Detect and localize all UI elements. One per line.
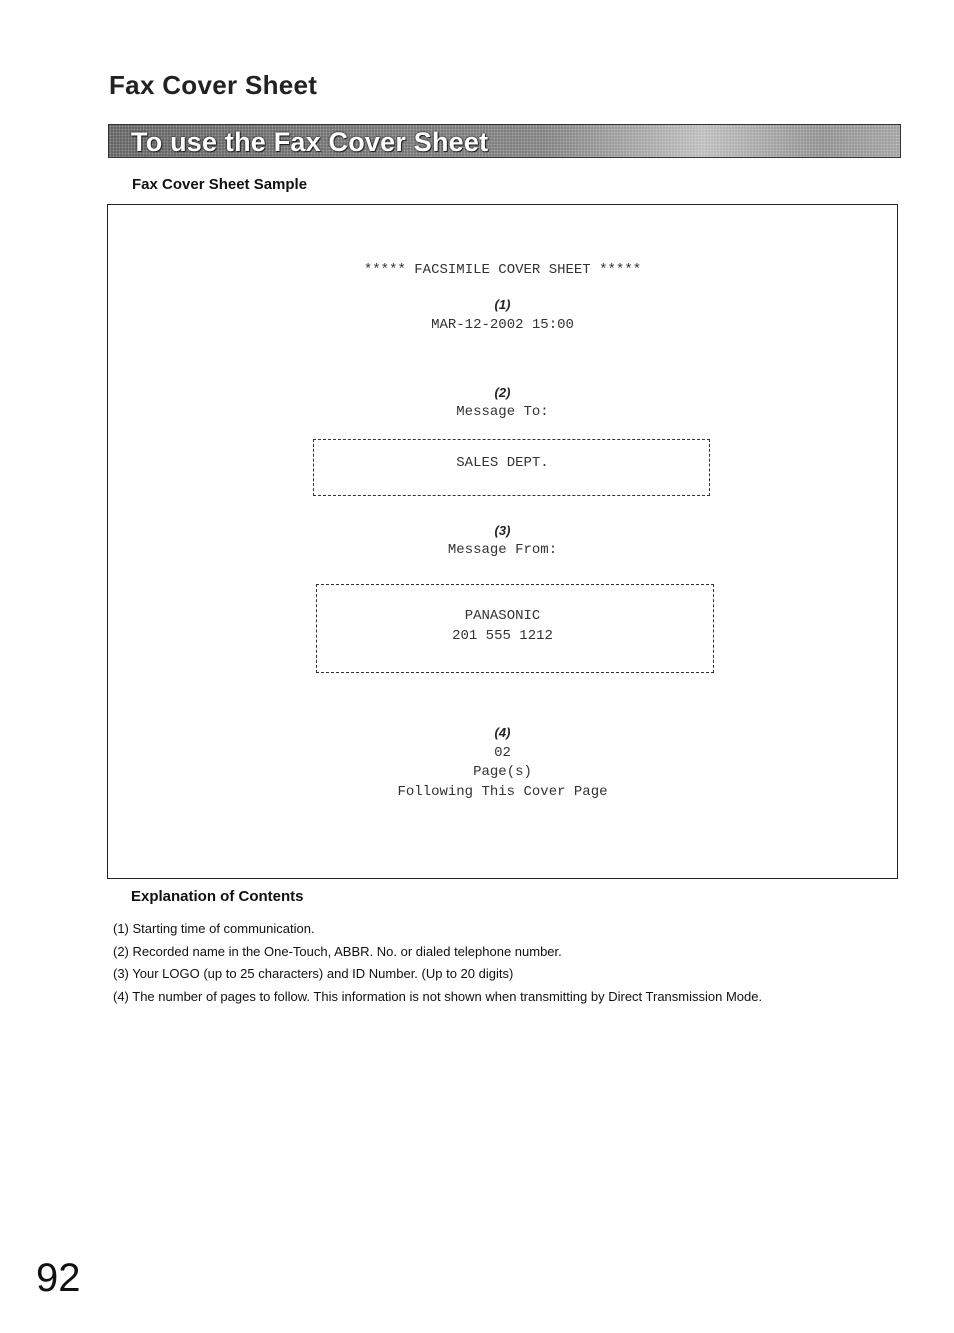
marker-4: (4) bbox=[494, 725, 511, 740]
explanation-item-4: (4) The number of pages to follow. This information is not shown when transmitting by Direct Transmission Mode. bbox=[113, 988, 763, 1004]
explanation-item-1: (1) Starting time of communication. bbox=[113, 921, 315, 936]
message-from-label: Message From: bbox=[447, 542, 558, 558]
explanation-item-3: (3) Your LOGO (up to 25 characters) and ID Number. (Up to 20 digits) bbox=[113, 966, 514, 981]
datetime-value: MAR-12-2002 15:00 bbox=[431, 317, 574, 333]
marker-3: (3) bbox=[494, 523, 511, 538]
sample-heading: Fax Cover Sheet Sample bbox=[132, 176, 308, 193]
message-from-number: 201 555 1212 bbox=[452, 628, 553, 644]
message-to-value: SALES DEPT. bbox=[456, 455, 549, 471]
fax-cover-sample-box bbox=[107, 204, 898, 879]
explanation-heading: Explanation of Contents bbox=[131, 888, 304, 905]
following-label: Following This Cover Page bbox=[397, 784, 608, 800]
message-from-name: PANASONIC bbox=[464, 608, 541, 624]
page-title: Fax Cover Sheet bbox=[109, 70, 318, 100]
pages-label: Page(s) bbox=[473, 764, 532, 780]
section-banner-title: To use the Fax Cover Sheet bbox=[131, 127, 489, 157]
marker-2: (2) bbox=[494, 385, 511, 400]
cover-sheet-title-line: ***** FACSIMILE COVER SHEET ***** bbox=[363, 262, 642, 278]
message-to-label: Message To: bbox=[456, 404, 549, 420]
page-count-value: 02 bbox=[494, 745, 511, 761]
marker-1: (1) bbox=[494, 297, 511, 312]
page-number: 92 bbox=[36, 1256, 81, 1300]
explanation-list bbox=[113, 918, 762, 1008]
explanation-item-2: (2) Recorded name in the One-Touch, ABBR. No. or dialed telephone number. bbox=[113, 943, 562, 959]
section-banner bbox=[108, 124, 901, 158]
